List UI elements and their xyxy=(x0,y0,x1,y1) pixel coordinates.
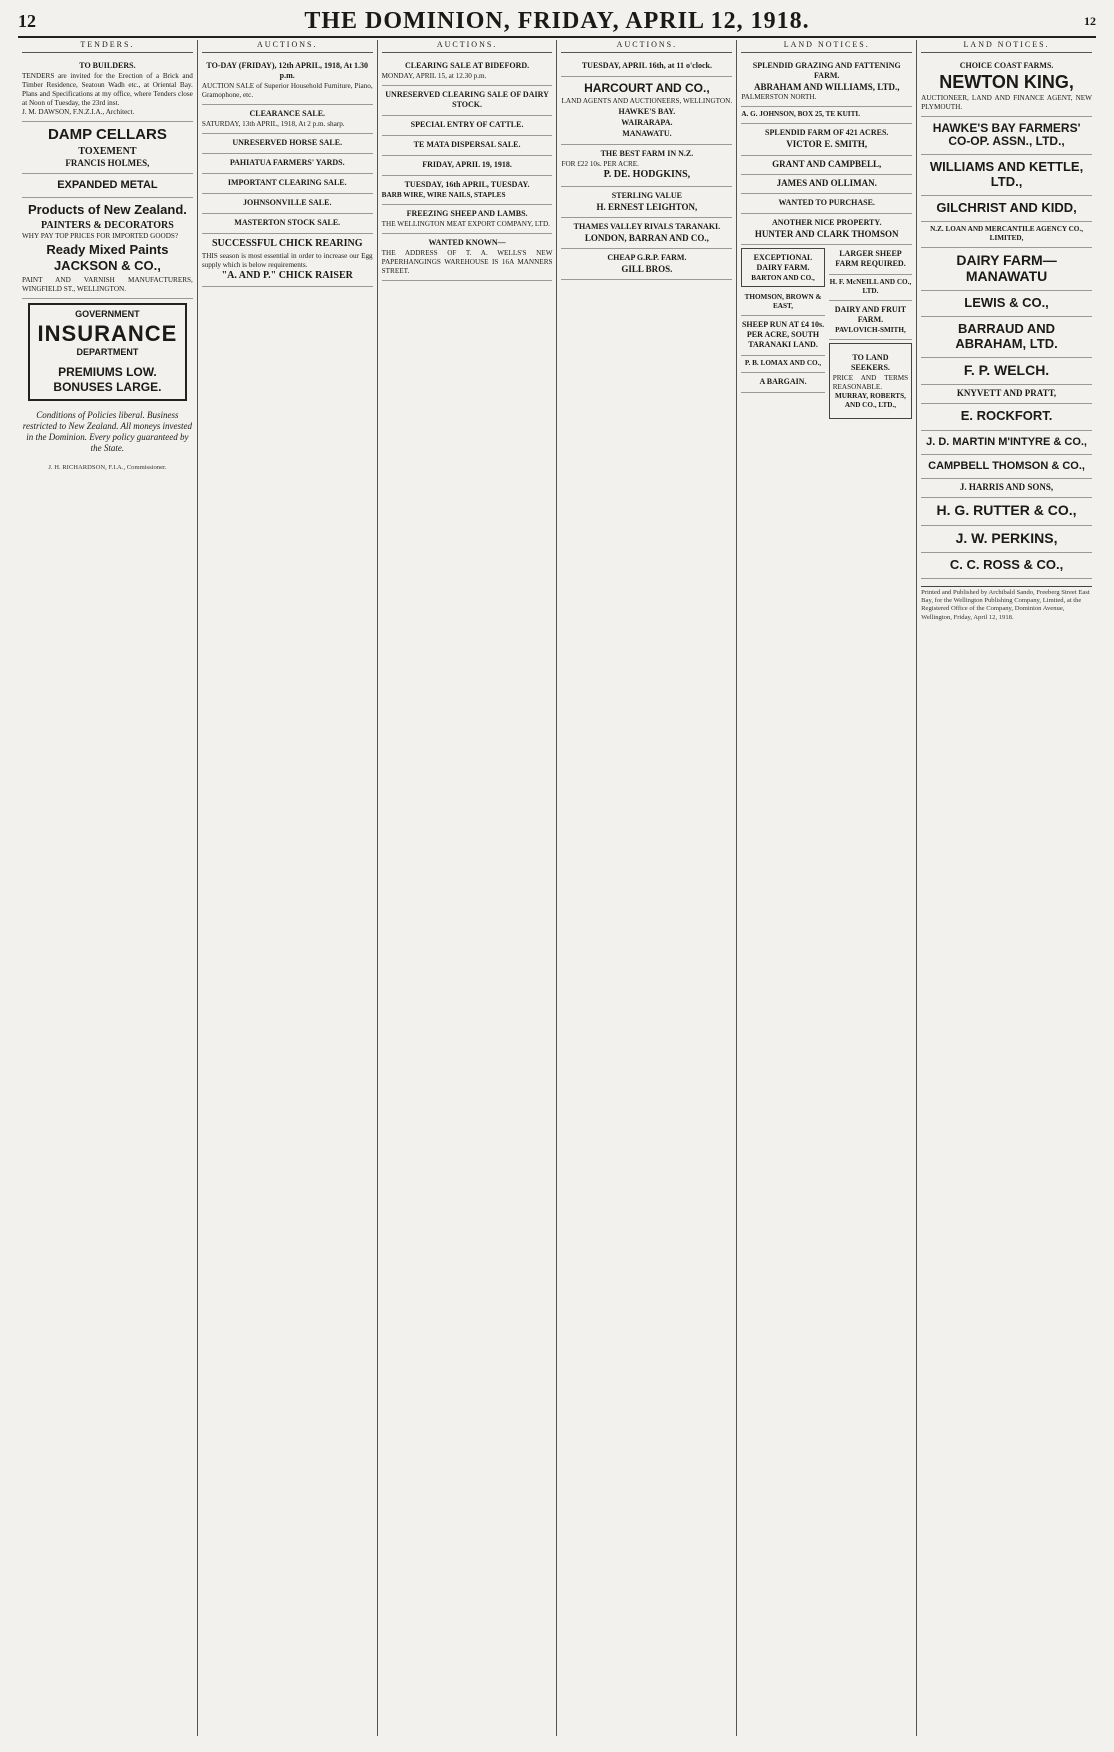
ad-advertiser: THOMSON, BROWN & EAST, xyxy=(744,293,822,311)
ad-heading: HAWKE'S BAY. xyxy=(618,107,676,117)
ad-advertiser: E. ROCKFORT. xyxy=(960,408,1053,424)
property-ad xyxy=(561,187,732,218)
ad-advertiser: P. B. LOMAX AND CO., xyxy=(744,359,822,368)
land-ad xyxy=(741,356,824,373)
ad-heading: INSURANCE xyxy=(37,320,178,346)
ad-advertiser: A. G. JOHNSON, BOX 25, TE KUITI. xyxy=(741,110,860,119)
ad-heading: DAIRY AND FRUIT FARM. xyxy=(834,305,907,325)
auction-ad xyxy=(202,194,373,214)
auction-ad xyxy=(382,86,553,116)
ad-heading: THAMES VALLEY RIVALS TARANAKI. xyxy=(573,221,721,231)
column-tenders xyxy=(18,40,198,1736)
land-ad xyxy=(741,194,912,214)
ad-heading: CLEARANCE SALE. xyxy=(249,109,326,118)
land-ad xyxy=(741,57,912,107)
ad-advertiser: H. G. RUTTER & CO., xyxy=(936,502,1077,519)
land-ad xyxy=(741,124,912,155)
land-ad xyxy=(921,248,1092,291)
ad-subheading: FOR £22 10s. PER ACRE. xyxy=(561,160,639,169)
ad-heading: WANTED KNOWN— xyxy=(428,238,506,247)
land-ad xyxy=(741,175,912,194)
ad-body: AUCTION SALE of Superior Household Furniture, Piano, Gramophone, etc. xyxy=(201,82,373,99)
ad-advertiser: KNYVETT AND PRATT, xyxy=(956,388,1057,399)
land-ad xyxy=(921,196,1092,222)
wanted-known-ad xyxy=(382,234,553,281)
land-ad xyxy=(921,57,1092,117)
ad-advertiser: GILL BROS. xyxy=(621,264,673,275)
ad-advertiser: GILCHRIST AND KIDD, xyxy=(936,199,1077,215)
ad-heading: SPLENDID FARM OF 421 ACRES. xyxy=(765,128,889,138)
auction-ad xyxy=(561,57,732,77)
ad-advertiser: BARTON AND CO., xyxy=(751,274,815,283)
ad-date: SATURDAY, 13th APRIL, 1918, At 2 p.m. sharp. xyxy=(201,120,345,128)
land-ad xyxy=(741,373,824,393)
ad-heading: FRIDAY, APRIL 19, 1918. xyxy=(422,160,512,169)
imprint: Printed and Published by Archibald Sando, Freeberg Street East Bay, for the Wellington Publishing Company, Limited, at the Registered Office of the Company, Dominion Avenue, Wellington, Friday, April 12, 1918. xyxy=(921,586,1092,622)
ad-body: THIS season is most essential in order to increase our Egg supply which is below requirements. xyxy=(201,251,373,269)
ad-advertiser: JACKSON & CO., xyxy=(53,258,161,274)
ad-advertiser: BARRAUD AND ABRAHAM, LTD. xyxy=(955,321,1058,351)
ad-advertiser: MURRAY, ROBERTS, AND CO., LTD., xyxy=(834,392,906,410)
land-ad xyxy=(741,316,824,356)
ad-heading: EXPANDED METAL xyxy=(57,179,158,192)
ad-advertiser: N.Z. LOAN AND MERCANTILE AGENCY CO., LIMITED, xyxy=(930,225,1083,243)
ad-advertiser: H. F. McNEILL AND CO., LTD. xyxy=(829,278,912,296)
expanded-metal-ad xyxy=(22,174,193,198)
ad-heading: WAIRARAPA. xyxy=(621,118,673,128)
ad-heading: Products of New Zealand. xyxy=(27,202,187,218)
ad-heading: TO BUILDERS. xyxy=(79,61,136,70)
land-ad xyxy=(921,553,1092,579)
ad-product: Ready Mixed Paints xyxy=(46,242,169,258)
masthead xyxy=(18,6,1096,38)
ad-heading: LARGER SHEEP FARM REQUIRED. xyxy=(835,249,906,269)
land-ad xyxy=(921,117,1092,155)
auction-ad xyxy=(382,57,553,86)
auction-ad xyxy=(202,105,373,134)
ad-address: PAINT AND VARNISH MANUFACTURERS, WINGFIELD ST., WELLINGTON. xyxy=(22,275,193,293)
auction-ad xyxy=(382,156,553,176)
ad-heading: SUCCESSFUL CHICK REARING xyxy=(211,238,363,249)
ad-heading: CHOICE COAST FARMS. xyxy=(959,61,1054,70)
ad-subheading: AUCTIONEER, LAND AND FINANCE AGENT, NEW PLYMOUTH. xyxy=(921,93,1092,111)
ad-heading: MASTERTON STOCK SALE. xyxy=(234,218,341,227)
section-heading: AUCTIONS. xyxy=(561,40,732,53)
ad-heading: SPECIAL ENTRY OF CATTLE. xyxy=(410,120,524,129)
land-ad xyxy=(829,343,912,419)
ad-advertiser: F. P. WELCH. xyxy=(963,361,1050,378)
land-ad xyxy=(921,358,1092,385)
ad-line: GOVERNMENT xyxy=(75,308,140,319)
ad-body: TENDERS are invited for the Erection of a Brick and Timber Residence, Seatoun Wadh etc., at Oriental Bay. Plans and Specifications at my office, where Tenders close at Noon of Tuesday, the 23rd inst. xyxy=(22,72,193,107)
page-number-right: 12 xyxy=(1084,13,1096,28)
ad-advertiser: J. D. MARTIN M'INTYRE & CO., xyxy=(926,435,1087,448)
ad-signature: J. H. RICHARDSON, F.I.A., Commissioner. xyxy=(48,463,167,471)
section-heading: LAND NOTICES. xyxy=(741,40,912,53)
ad-advertiser: HUNTER AND CLARK THOMSON xyxy=(754,229,899,239)
ad-heading: SHEEP RUN AT £4 10s. PER ACRE, SOUTH TARANAKI LAND. xyxy=(741,320,825,350)
property-ad xyxy=(561,218,732,249)
land-ad xyxy=(921,317,1092,358)
ad-advertiser: GRANT AND CAMPBELL, xyxy=(772,158,882,169)
auction-ad xyxy=(382,116,553,136)
column-auctions-3 xyxy=(557,40,737,1736)
ad-line: DEPARTMENT xyxy=(76,347,139,358)
ad-advertiser: CAMPBELL THOMSON & CO., xyxy=(928,459,1085,472)
column-auctions-1 xyxy=(198,40,378,1736)
ad-subheading: PAINTERS & DECORATORS xyxy=(41,219,174,231)
land-ad xyxy=(741,156,912,175)
ad-heading: A BARGAIN. xyxy=(759,377,807,387)
land-ad xyxy=(921,479,1092,498)
land-ad xyxy=(921,498,1092,525)
land-ad xyxy=(921,291,1092,317)
ad-product: "A. AND P." CHICK RAISER xyxy=(221,269,353,281)
ad-heading: CHEAP G.R.P. FARM. xyxy=(607,253,687,263)
ad-body: THE ADDRESS OF T. A. WELLS'S NEW PAPERHANGINGS WAREHOUSE IS 16A MANNERS STREET. xyxy=(381,249,553,275)
ad-heading: TE MATA DISPERSAL SALE. xyxy=(413,140,521,149)
ad-slogan: PREMIUMS LOW. BONUSES LARGE. xyxy=(53,364,162,394)
land-ad xyxy=(921,385,1092,404)
land-ad xyxy=(921,222,1092,248)
ad-advertiser: P. DE. HODGKINS, xyxy=(603,169,691,181)
meat-export-ad xyxy=(382,205,553,234)
page-number-left: 12 xyxy=(18,10,36,31)
harcourt-ad xyxy=(561,77,732,145)
ad-heading: TO-DAY (FRIDAY), 12th APRIL, 1918, At 1.30 p.m. xyxy=(206,61,369,80)
ad-heading: WANTED TO PURCHASE. xyxy=(778,198,875,207)
ad-heading: UNRESERVED CLEARING SALE OF DAIRY STOCK. xyxy=(385,90,549,109)
ad-heading: DAIRY FARM—MANAWATU xyxy=(956,252,1057,284)
ad-heading: MANAWATU. xyxy=(622,129,672,139)
ad-subheading: PALMERSTON NORTH. xyxy=(741,93,817,102)
land-ad-subcolumn xyxy=(829,245,912,422)
auction-ad xyxy=(202,214,373,234)
land-ad xyxy=(921,431,1092,455)
damp-cellars-ad xyxy=(22,122,193,174)
ad-advertiser: H. ERNEST LEIGHTON, xyxy=(596,201,698,212)
ad-subheading: LAND AGENTS AND AUCTIONEERS, WELLINGTON. xyxy=(561,97,733,106)
ad-advertiser: VICTOR E. SMITH, xyxy=(786,139,868,150)
auction-ad xyxy=(382,176,553,205)
ad-signature: J. M. DAWSON, F.N.Z.I.A., Architect. xyxy=(22,108,135,116)
ad-heading: TO LAND SEEKERS. xyxy=(850,353,890,373)
auction-ad xyxy=(202,134,373,154)
auction-ad xyxy=(202,174,373,194)
ad-body: Conditions of Policies liberal. Business restricted to New Zealand. All moneys invested in the Dominion. Every policy guaranteed by the State. xyxy=(22,409,193,454)
land-ad xyxy=(921,526,1092,553)
ad-heading: UNRESERVED HORSE SALE. xyxy=(232,138,343,147)
land-ad xyxy=(741,107,912,124)
ad-heading: JOHNSONVILLE SALE. xyxy=(243,198,332,207)
ad-body: WHY PAY TOP PRICES FOR IMPORTED GOODS? xyxy=(22,232,179,241)
ad-advertiser: J. W. PERKINS, xyxy=(955,529,1058,546)
auction-ad xyxy=(202,57,373,105)
land-ad xyxy=(829,275,912,301)
ad-advertiser: LONDON, BARRAN AND CO., xyxy=(584,232,709,243)
land-ad xyxy=(921,155,1092,196)
ad-heading: FREEZING SHEEP AND LAMBS. xyxy=(406,209,528,218)
ad-subheading: TOXEMENT xyxy=(78,145,137,157)
ad-advertiser: LEWIS & CO., xyxy=(964,294,1049,310)
ad-heading: ANOTHER NICE PROPERTY. xyxy=(772,218,882,227)
ad-advertiser: C. C. ROSS & CO., xyxy=(949,556,1064,572)
land-ad-subcolumn xyxy=(741,245,824,422)
property-ad xyxy=(561,249,732,280)
ad-body: BARB WIRE, WIRE NAILS, STAPLES xyxy=(381,191,506,199)
section-heading: AUCTIONS. xyxy=(202,40,373,53)
ad-advertiser: FRANCIS HOLMES, xyxy=(65,158,150,168)
land-ad xyxy=(741,248,824,287)
ad-advertiser: JAMES AND OLLIMAN. xyxy=(776,177,877,188)
ad-heading: PAHIATUA FARMERS' YARDS. xyxy=(229,158,345,167)
ad-heading: STERLING VALUE xyxy=(611,190,682,200)
government-insurance-ad xyxy=(28,303,187,401)
ad-heading: EXCEPTIONAL DAIRY FARM. xyxy=(753,253,813,273)
land-ad xyxy=(741,290,824,316)
ad-advertiser: HAWKE'S BAY FARMERS' CO-OP. ASSN., LTD., xyxy=(932,120,1081,149)
ad-body: PRICE AND TERMS REASONABLE. xyxy=(832,374,909,392)
auction-ad xyxy=(202,154,373,174)
column-auctions-2 xyxy=(378,40,558,1736)
ad-heading: CLEARING SALE AT BIDEFORD. xyxy=(404,61,530,70)
ad-advertiser: WILLIAMS AND KETTLE, LTD., xyxy=(929,159,1084,189)
ad-advertiser: ABRAHAM AND WILLIAMS, LTD., xyxy=(753,82,900,92)
chick-raiser-ad xyxy=(202,234,373,287)
ad-advertiser: J. HARRIS AND SONS, xyxy=(959,481,1054,492)
auction-ad xyxy=(382,136,553,156)
columns xyxy=(18,40,1096,1736)
land-ad xyxy=(829,301,912,340)
land-ad xyxy=(921,404,1092,430)
ad-heading: SPLENDID GRAZING AND FATTENING FARM. xyxy=(752,61,901,80)
section-heading: LAND NOTICES. xyxy=(921,40,1092,53)
ad-advertiser: PAVLOVICH-SMITH, xyxy=(835,326,906,335)
ad-heading: TUESDAY, APRIL 16th, at 11 o'clock. xyxy=(581,61,712,70)
land-ad xyxy=(921,455,1092,479)
tender-ad xyxy=(22,57,193,122)
ad-heading: THE BEST FARM IN N.Z. xyxy=(600,149,694,159)
column-land-notices-2 xyxy=(917,40,1096,1736)
ad-body: THE WELLINGTON MEAT EXPORT COMPANY, LTD. xyxy=(381,220,550,228)
section-heading: TENDERS. xyxy=(22,40,193,53)
ad-heading: IMPORTANT CLEARING SALE. xyxy=(227,178,347,187)
land-ad-split-row xyxy=(741,245,912,422)
ad-date: MONDAY, APRIL 15, at 12.30 p.m. xyxy=(381,72,487,80)
ad-heading: DAMP CELLARS xyxy=(47,126,167,143)
best-farm-ad xyxy=(561,145,732,187)
column-land-notices-1 xyxy=(737,40,917,1736)
newspaper-title: THE DOMINION, FRIDAY, APRIL 12, 1918. xyxy=(304,7,810,34)
section-heading: AUCTIONS. xyxy=(382,40,553,53)
ad-advertiser: HARCOURT AND CO., xyxy=(584,81,710,95)
products-ad xyxy=(22,198,193,298)
land-ad xyxy=(829,245,912,275)
land-ad xyxy=(741,214,912,245)
ad-advertiser: NEWTON KING, xyxy=(939,72,1074,92)
ad-heading: TUESDAY, 16th APRIL, TUESDAY. xyxy=(404,180,530,189)
